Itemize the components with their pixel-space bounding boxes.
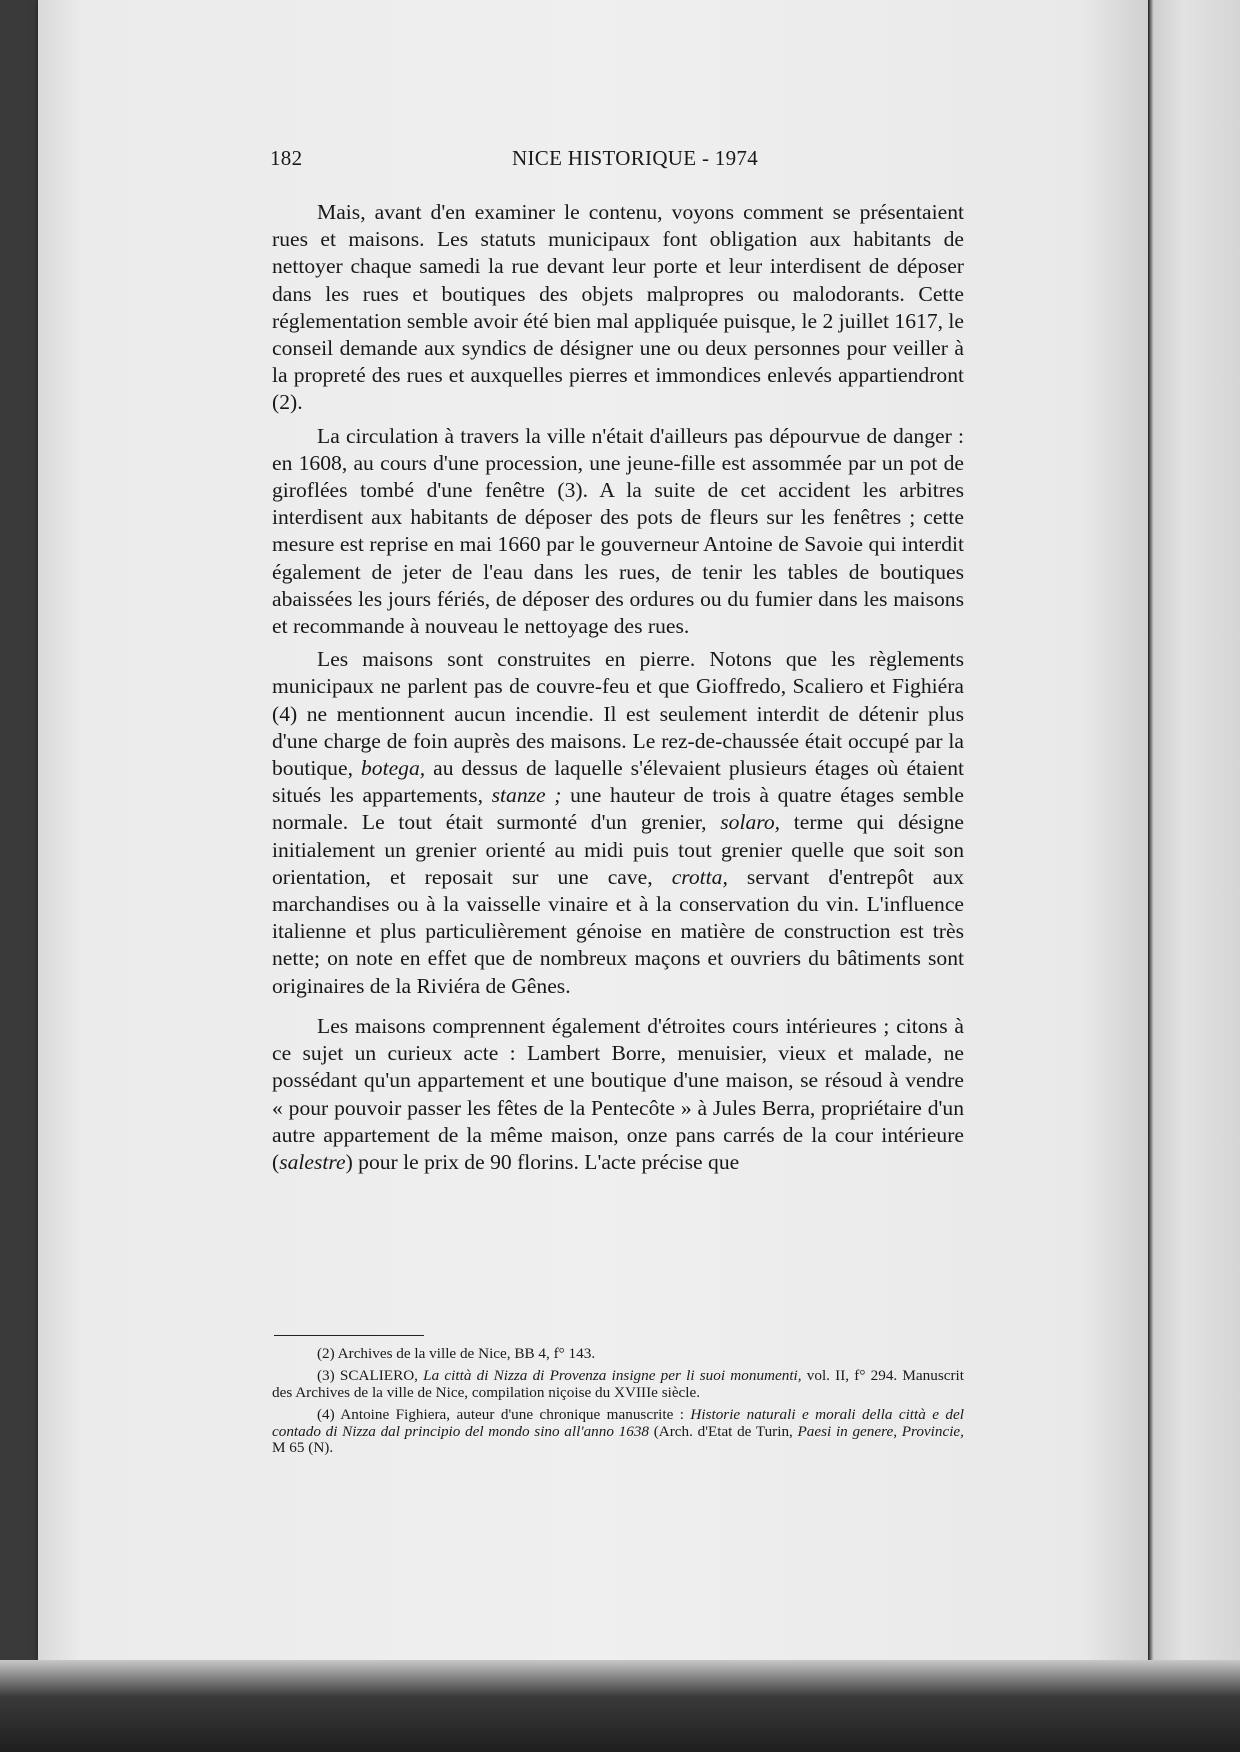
- footnote-3-title: La città di Nizza di Provenza insigne per li suoi monumenti,: [423, 1367, 802, 1385]
- paragraph-1: [272, 199, 964, 417]
- paragraph-1-text: Mais, avant d'en examiner le contenu, voyons comment se présentaient rues et maisons. Les statuts municipaux font obligation aux habitants de nettoyer chaque samedi la rue devant leur porte et leur interdisent de déposer dans les rues et boutiques des objets malpropres ou malodorants. Cette réglementation semble avoir été bien mal appliquée puisque, le 2 juillet 1617, le conseil demande aux syndics de désigner une ou deux personnes pour veiller à la propreté des rues et auxquelles pierres et immondices enlevés appartiendront: [272, 200, 964, 388]
- running-title: NICE HISTORIQUE - 1974: [512, 146, 758, 170]
- footnote-4: [272, 1407, 964, 1456]
- paragraph-2-text-b: . A la suite de cet accident les arbitres interdisent aux habitants de déposer des pots de fleurs sur les fenêtres ; cette mesure est reprise en mai 1660 par le gouverneur Antoine de Savoie qui interdit également de jeter de l'eau dans les rues, de tenir les tables de boutiques abaissées les jours fériés, de déposer des ordures ou du fumier dans les maisons et recommande à nouveau le nettoyage des rues.: [272, 478, 964, 639]
- paragraph-3-text-b: ne mentionnent aucun incendie. Il est seulement interdit de détenir plus d'une charge de foin auprès des maisons. Le rez-de-chaussée était occupé par la boutique,: [272, 701, 964, 781]
- paragraph-4: [272, 1013, 964, 1176]
- paragraph-3-text-d: une hauteur de trois à quatre étages semble normale. Le tout était surmonté d'un grenier,: [272, 783, 964, 835]
- term-botega: botega,: [360, 756, 426, 781]
- paragraph-1-end: .: [297, 390, 303, 415]
- footnote-4-mid: (Arch. d'Etat de Turin,: [649, 1422, 798, 1440]
- term-salestre: salestre: [279, 1149, 346, 1174]
- footnote-4-series: Paesi in genere, Provincie,: [797, 1422, 964, 1440]
- paragraph-3-text-f: servant d'entrepôt aux marchandises ou à la vaisselle vinaire et à la conservation du vin. L'influence italienne et plus particulièrement génoise en matière de construction est très nette; on note en effet que de nombreux maçons et ouvriers du bâtiments sont originaires de la Riviéra de Gênes.: [272, 864, 964, 998]
- footnote-4-title: Historie naturali e morali della città e del contado di Nizza dal principio del mondo sino all'anno 1638: [272, 1406, 964, 1440]
- footnote-3-rest: vol. II, f° 294. Manuscrit des Archives de la ville de Nice, compilation niçoise du XVIIIe siècle.: [272, 1367, 964, 1401]
- footnote-divider: [274, 1335, 424, 1336]
- footnote-4-lead: (4) Antoine Fighiera, auteur d'une chronique manuscrite :: [317, 1406, 691, 1424]
- body-text: [272, 199, 964, 1176]
- footnotes: [272, 1346, 964, 1462]
- paragraph-4-text-a: Les maisons comprennent également d'étroites cours intérieures ; citons à ce sujet un curieux acte : Lambert Borre, menuisier, vieux et malade, ne possédant qu'un appartement et une boutique d'une maison, se résoud à vendre « pour pouvoir passer les fêtes de la Pentecôte » à Jules Berra, propriétaire d'un autre appartement de la même maison, onze pans carrés de la cour intérieure (: [272, 1013, 964, 1174]
- page-number: 182: [270, 146, 303, 170]
- footnote-3-lead: (3) SCALIERO,: [317, 1367, 424, 1385]
- paragraph-4-text-b: ) pour le prix de 90 florins. L'acte précise que: [345, 1149, 740, 1174]
- term-crotta: crotta,: [671, 864, 728, 889]
- term-stanze: stanze ;: [491, 783, 562, 808]
- paragraph-3-text-c: au dessus de laquelle s'élevaient plusieurs étages où étaient situés les appartements,: [272, 756, 964, 808]
- footnote-2: (2) Archives de la ville de Nice, BB 4, f° 143.: [317, 1345, 596, 1362]
- paragraph-3: [272, 646, 964, 1000]
- footnote-ref-2: (2): [272, 390, 298, 415]
- paragraph-2: [272, 423, 964, 641]
- page-bottom-edge: [0, 1660, 1240, 1752]
- footnote-4-rest: M 65 (N).: [272, 1439, 334, 1457]
- footnote-ref-3: (3): [557, 478, 583, 503]
- paragraph-3-text-a: Les maisons sont construites en pierre. Notons que les règlements municipaux ne parlent pas de couvre-feu et que Gioffredo, Scaliero et Fighiéra: [272, 647, 964, 699]
- footnote-ref-4: (4): [272, 701, 298, 726]
- paragraph-3-text-e: terme qui désigne initialement un grenier orienté au midi puis tout grenier quelle que soit son orientation, et reposait sur une cave,: [272, 810, 965, 889]
- term-solaro: solaro,: [720, 810, 781, 835]
- next-page-edge: [1148, 0, 1240, 1752]
- footnote-3: [272, 1368, 964, 1401]
- paragraph-2-text-a: La circulation à travers la ville n'était d'ailleurs pas dépourvue de danger : en 1608, au cours d'une procession, une jeune-fille est assommée par un pot de giroflées tombé d'une fenêtre: [272, 423, 964, 503]
